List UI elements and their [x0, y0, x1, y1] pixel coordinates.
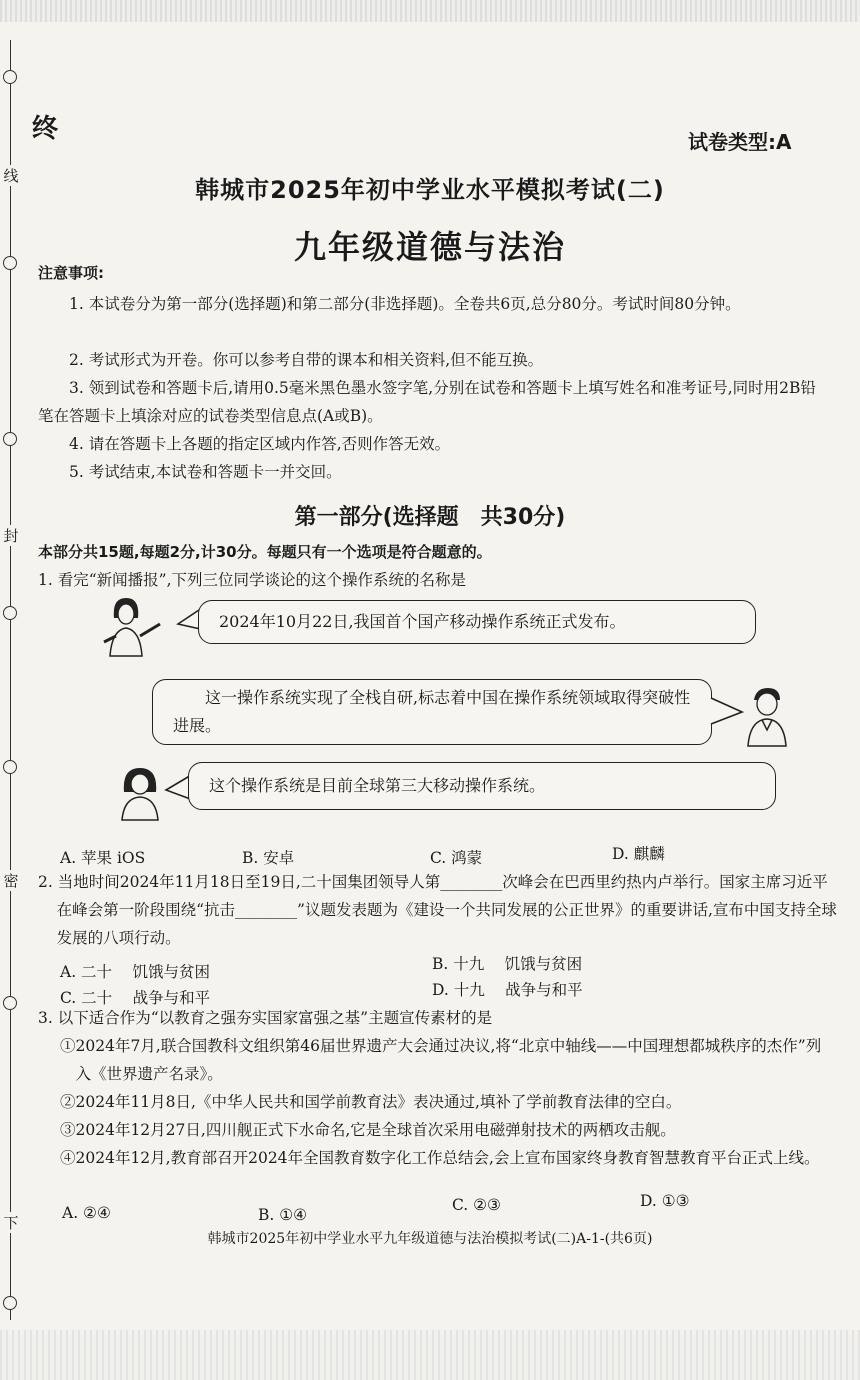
option: B. 十九 饥饿与贫困 — [432, 955, 583, 973]
option: B. ①④ — [258, 1206, 308, 1224]
page-footer: 韩城市2025年初中学业水平九年级道德与法治模拟考试(二)A-1-(共6页) — [207, 1231, 653, 1247]
student-girl-icon — [102, 596, 172, 658]
student-boy-icon — [742, 686, 792, 748]
corner-mark: 终 — [32, 114, 59, 144]
option: C. 鸿蒙 — [430, 849, 483, 867]
option: B. 安卓 — [242, 849, 295, 867]
speech-bubble: 这个操作系统是目前全球第三大移动操作系统。 — [188, 762, 776, 810]
q3-item: ③2024年12月27日,四川舰正式下水命名,它是全球首次采用电磁弹射技术的两栖攻击舰。 — [60, 1121, 676, 1139]
student-girl-2-icon — [116, 766, 166, 822]
binding-char: 密 — [3, 872, 19, 890]
q3-item: ①2024年7月,联合国教科文组织第46届世界遗产大会通过决议,将“北京中轴线——中国理想都城秩序的杰作”列入《世界遗产名录》。 — [60, 1037, 822, 1083]
binding-hole — [3, 432, 17, 446]
note-item: 3. 领到试卷和答题卡后,请用0.5毫米黑色墨水签字笔,分别在试卷和答题卡上填写姓名和准考证号,同时用2B铅笔在答题卡上填涂对应的试卷类型信息点(A或B)。 — [38, 379, 816, 425]
note-item: 1. 本试卷分为第一部分(选择题)和第二部分(非选择题)。全卷共6页,总分80分。考试时间80分钟。 — [69, 295, 741, 313]
question-3-stem: 3. 以下适合作为“以教育之强夯实国家富强之基”主题宣传素材的是 — [38, 1009, 493, 1027]
option: C. 二十 战争与和平 — [60, 989, 211, 1007]
binding-char: 线 — [3, 167, 19, 185]
section-title: 第一部分(选择题 共30分) — [294, 505, 566, 530]
q3-item: ④2024年12月,教育部召开2024年全国教育数字化工作总结会,会上宣布国家终身教育智慧教育平台正式上线。 — [60, 1149, 820, 1167]
speech-bubble: 这一操作系统实现了全栈自研,标志着中国在操作系统领域取得突破性进展。 — [152, 679, 712, 745]
q3-item: ②2024年11月8日,《中华人民共和国学前教育法》表决通过,填补了学前教育法律的空白。 — [60, 1093, 682, 1111]
option: A. 苹果 iOS — [60, 849, 146, 867]
scan-noise-bottom — [0, 1330, 860, 1380]
option: A. ②④ — [62, 1204, 111, 1222]
notes-heading: 注意事项: — [38, 264, 104, 282]
option: D. ①③ — [640, 1192, 690, 1210]
note-item: 4. 请在答题卡上各题的指定区域内作答,否则作答无效。 — [69, 435, 451, 453]
option: A. 二十 饥饿与贫困 — [60, 963, 210, 981]
section-desc: 本部分共15题,每题2分,计30分。每题只有一个选项是符合题意的。 — [38, 543, 492, 561]
option: C. ②③ — [452, 1196, 501, 1214]
subject-title: 九年级道德与法治 — [293, 228, 566, 266]
binding-hole — [3, 70, 17, 84]
binding-char: 下 — [3, 1214, 19, 1232]
question-1-stem: 1. 看完“新闻播报”,下列三位同学谈论的这个操作系统的名称是 — [38, 571, 466, 589]
binding-hole — [3, 996, 17, 1010]
option: D. 十九 战争与和平 — [432, 981, 583, 999]
option: D. 麒麟 — [612, 845, 665, 863]
question-2-stem: 2. 当地时间2024年11月18日至19日,二十国集团领导人第________次峰会在巴西里约热内卢举行。国家主席习近平在峰会第一阶段围绕“抗击________”议题发表题为《建设一个共同发展的公正世界》的重要讲话,宣布中国支持全球发展的八项行动。 — [38, 873, 837, 947]
bubble-tail — [710, 692, 744, 732]
binding-char: 封 — [3, 527, 19, 545]
note-item: 2. 考试形式为开卷。你可以参考自带的课本和相关资料,但不能互换。 — [69, 351, 544, 369]
speech-bubble: 2024年10月22日,我国首个国产移动操作系统正式发布。 — [198, 600, 756, 644]
paper-type: 试卷类型:A — [688, 130, 792, 154]
note-item: 5. 考试结束,本试卷和答题卡一并交回。 — [69, 463, 342, 481]
binding-hole — [3, 1296, 17, 1310]
exam-title: 韩城市2025年初中学业水平模拟考试(二) — [195, 176, 665, 204]
binding-hole — [3, 606, 17, 620]
binding-hole — [3, 760, 17, 774]
scan-noise-top — [0, 0, 860, 22]
